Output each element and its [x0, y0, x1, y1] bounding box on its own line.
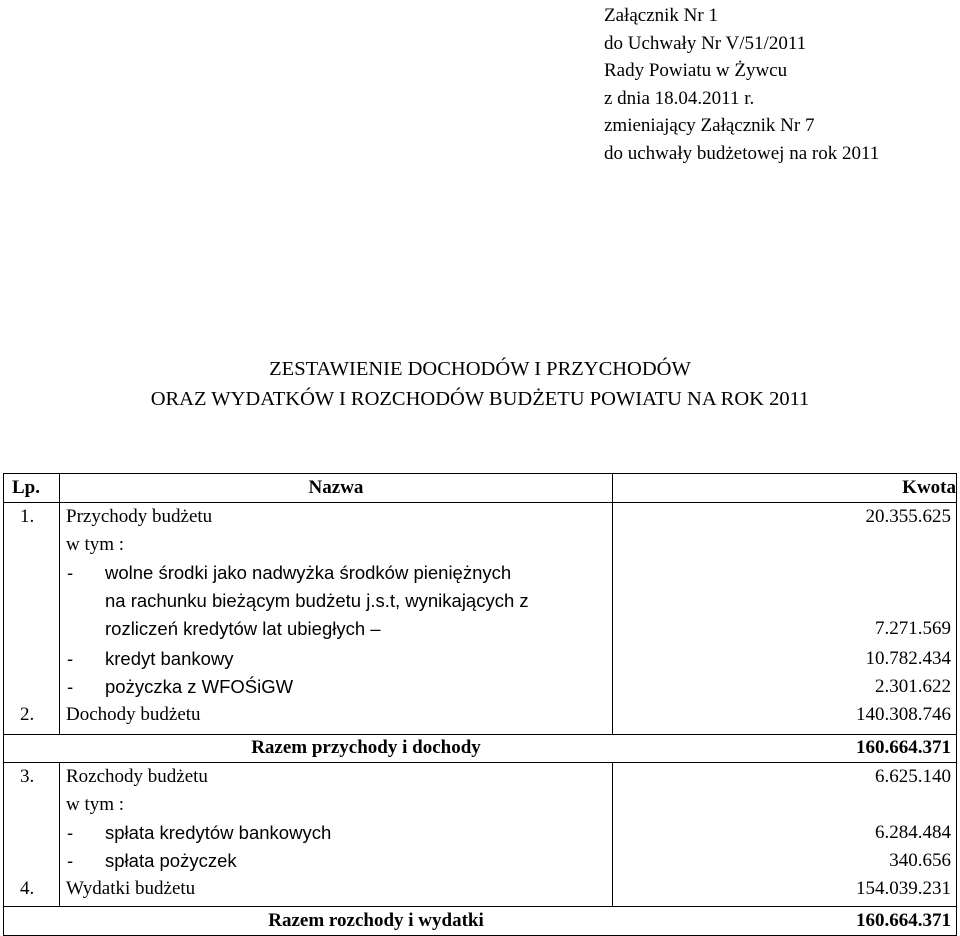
total-przychody-dochody-value: 160.664.371: [856, 737, 951, 758]
table-left-border: [3, 473, 4, 935]
pozyczka-label: pożyczka z WFOŚiGW: [105, 676, 294, 697]
dash: -: [67, 850, 74, 871]
header-line: Załącznik Nr 1: [604, 5, 718, 26]
lp-1: 1.: [20, 506, 35, 527]
kredyt-label: kredyt bankowy: [105, 648, 234, 669]
w-tym-label: w tym :: [66, 534, 125, 555]
lp-4: 4.: [20, 878, 35, 899]
header-nazwa: Nazwa: [308, 477, 364, 498]
lp-column-divider: [59, 473, 60, 734]
wolne-srodki-line-3: rozliczeń kredytów lat ubiegłych –: [105, 618, 381, 639]
header-line: z dnia 18.04.2011 r.: [604, 87, 755, 109]
title-line-1: ZESTAWIENIE DOCHODÓW I PRZYCHODÓW: [269, 358, 691, 380]
kredyt-value: 10.782.434: [865, 648, 951, 669]
lp-2: 2.: [20, 704, 35, 725]
rozchody-label: Rozchody budżetu: [66, 766, 208, 787]
wydatki-value: 154.039.231: [856, 878, 951, 899]
attachment-header: [604, 2, 879, 167]
dash: -: [67, 822, 74, 843]
przychody-value: 20.355.625: [865, 506, 951, 527]
header-kwota: Kwota: [902, 477, 956, 498]
dash: -: [67, 648, 74, 669]
total-przychody-dochody-label: Razem przychody i dochody: [251, 737, 481, 758]
pozyczka-value: 2.301.622: [875, 676, 951, 697]
splata-kredytow-value: 6.284.484: [875, 822, 951, 843]
dash: -: [67, 562, 74, 583]
total-rozchody-wydatki-label: Razem rozchody i wydatki: [268, 910, 484, 931]
title-line-2: ORAZ WYDATKÓW I ROZCHODÓW BUDŻETU POWIATU NA ROK 2011: [150, 388, 810, 410]
dochody-label: Dochody budżetu: [66, 704, 201, 725]
table-right-border: [956, 473, 957, 935]
header-line: zmieniający Załącznik Nr 7: [604, 115, 815, 136]
lp-3: 3.: [20, 766, 35, 787]
przychody-label: Przychody budżetu: [66, 506, 213, 527]
total-rozchody-wydatki-value: 160.664.371: [856, 910, 951, 931]
header-line: Rady Powiatu w Żywcu: [604, 60, 788, 81]
header-lp: Lp.: [12, 477, 40, 498]
header-line: do uchwały budżetowej na rok 2011: [604, 142, 880, 164]
rozchody-value: 6.625.140: [875, 766, 951, 787]
budget-table: [0, 470, 960, 936]
splata-pozyczek-label: spłata pożyczek: [105, 850, 237, 871]
dochody-value: 140.308.746: [856, 704, 951, 725]
dash: -: [67, 676, 74, 697]
w-tym-label: w tym :: [66, 794, 125, 815]
wolne-srodki-line-1: wolne środki jako nadwyżka środków pieniężnych: [105, 562, 512, 583]
document-title: [0, 354, 960, 414]
wolne-srodki-value: 7.271.569: [875, 618, 951, 639]
wolne-srodki-line-2: na rachunku bieżącym budżetu j.s.t, wynikających z: [105, 590, 529, 611]
wydatki-label: Wydatki budżetu: [66, 878, 196, 899]
splata-pozyczek-value: 340.656: [889, 850, 951, 871]
splata-kredytow-label: spłata kredytów bankowych: [105, 822, 332, 843]
header-line: do Uchwały Nr V/51/2011: [604, 32, 807, 54]
lp-column-divider: [59, 762, 60, 906]
